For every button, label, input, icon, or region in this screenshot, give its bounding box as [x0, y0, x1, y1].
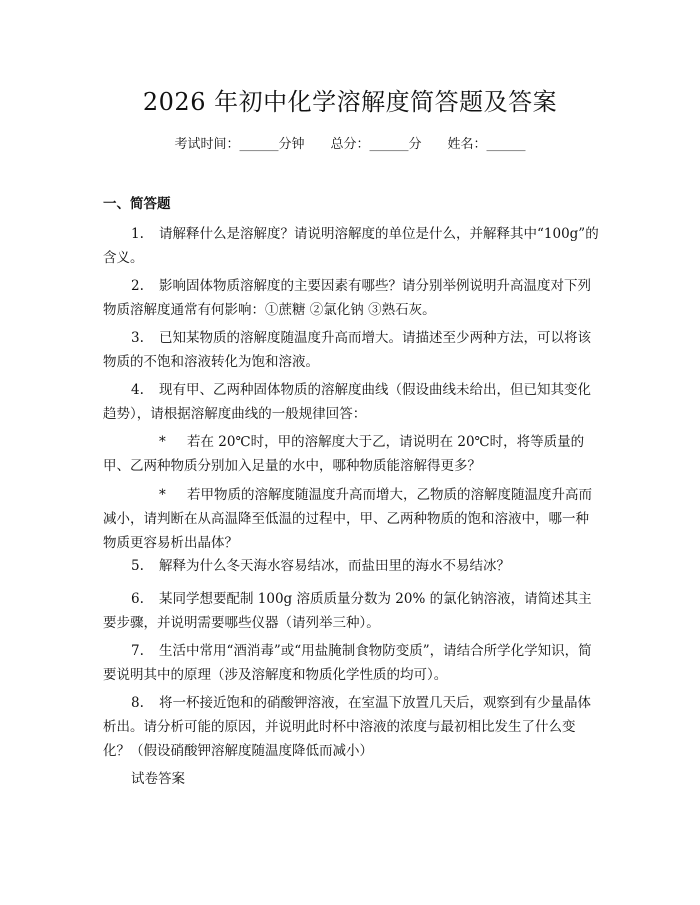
question-6 — [103, 587, 599, 635]
question-2 — [103, 274, 599, 322]
question-text: 影响固体物质溶解度的主要因素有哪些？请分别举例说明升高温度对下列物质溶解度通常有何影响：①蔗糖 ②氯化钠 ③熟石灰。 — [103, 278, 591, 318]
sub-item-text: 若在 20℃时，甲的溶解度大于乙，请说明在 20℃时，将等质量的甲、乙两种物质分别加入足量的水中，哪种物质能溶解得更多？ — [103, 434, 585, 474]
question-4 — [103, 378, 599, 426]
exam-meta-line: 考试时间：______分钟 总分：______分 姓名：______ — [174, 137, 526, 152]
question-5 — [103, 554, 599, 578]
question-text: 生活中常用“酒消毒”或“用盐腌制食物防变质”，请结合所学化学知识，简要说明其中的原理（涉及溶解度和物质化学性质的均可）。 — [103, 643, 592, 683]
question-text: 请解释什么是溶解度？请说明溶解度的单位是什么，并解释其中“100g”的含义。 — [103, 226, 599, 266]
question-number: 1. — [131, 226, 144, 242]
question-text: 将一杯接近饱和的硝酸钾溶液，在室温下放置几天后，观察到有少量晶体析出。请分析可能的原因，并说明此时杯中溶液的浓度与最初相比发生了什么变化？（假设硝酸钾溶解度随温度降低而减小） — [103, 695, 591, 759]
sub-item-text: 若甲物质的溶解度随温度升高而增大，乙物质的溶解度随温度升高而减小，请判断在从高温降至低温的过程中，甲、乙两种物质的饱和溶液中，哪一种物质更容易析出晶体？ — [103, 487, 592, 551]
question-3 — [103, 326, 599, 374]
question-number: 6. — [131, 591, 144, 607]
question-8 — [103, 691, 599, 763]
question-number: 4. — [131, 382, 144, 398]
question-1 — [103, 222, 599, 270]
sub-item-bullet: * — [159, 487, 166, 503]
page-title: 2026 年初中化学溶解度简答题及答案 — [142, 88, 558, 116]
question-text: 已知某物质的溶解度随温度升高而增大。请描述至少两种方法，可以将该物质的不饱和溶液转化为饱和溶液。 — [103, 330, 591, 370]
question-number: 5. — [131, 558, 144, 574]
question-text: 现有甲、乙两种固体物质的溶解度曲线（假设曲线未给出，但已知其变化趋势），请根据溶解度曲线的一般规律回答： — [103, 382, 591, 422]
question-text: 解释为什么冬天海水容易结冰，而盐田里的海水不易结冰？ — [159, 558, 510, 574]
sub-item-2 — [103, 483, 599, 555]
question-number: 2. — [131, 278, 144, 294]
question-number: 8. — [131, 695, 144, 711]
sub-item-1 — [103, 430, 599, 478]
section-heading: 一、简答题 — [103, 196, 171, 212]
question-number: 3. — [131, 330, 144, 346]
answer-heading: 试卷答案 — [131, 771, 185, 787]
question-number: 7. — [131, 643, 144, 659]
question-7 — [103, 639, 599, 687]
sub-item-bullet: * — [159, 434, 166, 450]
question-text: 某同学想要配制 100g 溶质质量分数为 20% 的氯化钠溶液，请简述其主要步骤，并说明需要哪些仪器（请列举三种）。 — [103, 591, 592, 631]
